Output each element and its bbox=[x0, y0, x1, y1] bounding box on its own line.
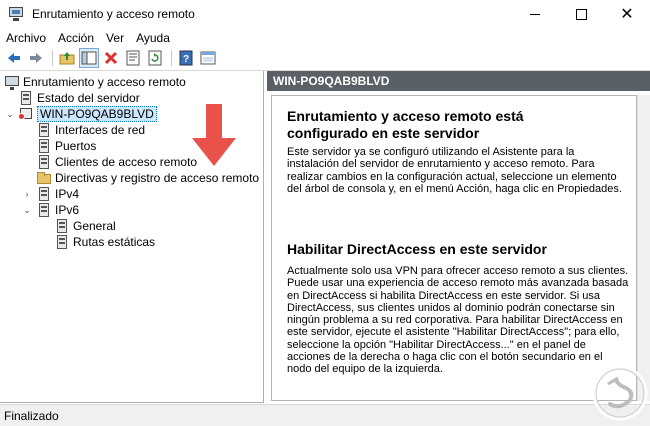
toolbar-separator bbox=[171, 50, 172, 66]
tree-item-label: Estado del servidor bbox=[37, 91, 140, 105]
show-hide-tree-icon[interactable] bbox=[79, 48, 99, 68]
close-button[interactable]: ✕ bbox=[620, 6, 634, 23]
delete-icon[interactable] bbox=[101, 48, 121, 68]
tree-item-label: Interfaces de red bbox=[55, 123, 146, 137]
toolbar bbox=[0, 47, 650, 69]
general-icon bbox=[54, 218, 70, 234]
static-routes-icon bbox=[54, 234, 70, 250]
directaccess-paragraph: Actualmente solo usa VPN para ofrecer acceso remoto a sus clientes. Puede usar una experiencia de acceso remoto más avanzada basada en DirectAccess si habilita DirectAccess en este servidor. Si usa DirectAccess, sus clientes unidos al dominio podrán conectarse sin ningún problema a su red corporativa. Para habilitar DirectAccess en este servidor, ejecute el asistente "Habilitar DirectAccess"; para ello, seleccione la opción "Habilitar DirectAccess..." en el panel de acciones de la derecha o haga clic con el botón secundario en el nodo del equipo de la izquierda. bbox=[287, 265, 629, 376]
menu-bar bbox=[0, 28, 650, 47]
watermark-logo-icon bbox=[592, 364, 648, 422]
tree-item-label: IPv4 bbox=[55, 187, 80, 201]
maximize-button[interactable] bbox=[558, 0, 604, 28]
menu-ayuda[interactable]: Ayuda bbox=[136, 30, 170, 45]
status-text: Finalizado bbox=[4, 408, 59, 423]
section-title: Enrutamiento y acceso remoto está configurado en este servidor bbox=[287, 108, 524, 141]
ports-icon bbox=[36, 138, 52, 154]
directaccess-title: Habilitar DirectAccess en este servidor bbox=[287, 241, 547, 257]
tree-item-root[interactable] bbox=[4, 74, 186, 90]
menu-accion[interactable]: Acción bbox=[58, 30, 95, 45]
tree-item-label: Clientes de acceso remoto bbox=[55, 155, 198, 169]
tree-item-label: IPv6 bbox=[55, 203, 80, 217]
title-bar bbox=[0, 0, 650, 28]
expand-icon[interactable]: › bbox=[25, 189, 29, 199]
tree-item-label: Puertos bbox=[55, 139, 97, 153]
tree-item-clients[interactable] bbox=[36, 154, 197, 170]
server-host-icon bbox=[18, 106, 34, 122]
details-content bbox=[271, 95, 637, 401]
tree-item-label: Directivas y registro de acceso remoto bbox=[55, 171, 260, 185]
back-arrow-icon[interactable] bbox=[4, 48, 24, 68]
tree-item-general[interactable] bbox=[54, 218, 116, 234]
tree-item-policies[interactable] bbox=[36, 170, 259, 186]
annotation-arrow-icon bbox=[190, 104, 238, 168]
folder-icon bbox=[36, 170, 52, 186]
collapse-icon[interactable]: ⌄ bbox=[23, 205, 31, 215]
window-title: Enrutamiento y acceso remoto bbox=[32, 7, 195, 21]
details-pane bbox=[267, 71, 650, 403]
forward-arrow-icon[interactable] bbox=[26, 48, 46, 68]
console-icon[interactable] bbox=[198, 48, 218, 68]
status-bar bbox=[0, 404, 650, 426]
network-interfaces-icon bbox=[36, 122, 52, 138]
menu-archivo[interactable]: Archivo bbox=[6, 30, 47, 45]
tree-item-ipv4[interactable] bbox=[36, 186, 79, 202]
tree-item-static-routes[interactable] bbox=[54, 234, 155, 250]
details-header: WIN-PO9QAB9BLVD bbox=[267, 71, 650, 91]
menu-ver[interactable]: Ver bbox=[106, 30, 125, 45]
tree-item-label: Enrutamiento y acceso remoto bbox=[23, 75, 186, 89]
tree-item-label: General bbox=[73, 219, 116, 233]
routing-console-icon bbox=[4, 74, 20, 90]
server-status-icon bbox=[18, 90, 34, 106]
ipv6-icon bbox=[36, 202, 52, 218]
ipv4-icon bbox=[36, 186, 52, 202]
properties-icon[interactable] bbox=[123, 48, 143, 68]
tree-item-server[interactable] bbox=[18, 106, 157, 122]
tree-item-interfaces[interactable] bbox=[36, 122, 145, 138]
tree-item-server-status[interactable] bbox=[18, 90, 140, 106]
help-icon[interactable] bbox=[176, 48, 196, 68]
tree-item-ipv6[interactable] bbox=[36, 202, 79, 218]
svg-text:?: ? bbox=[182, 54, 190, 65]
tree-item-label: Rutas estáticas bbox=[73, 235, 156, 249]
collapse-icon[interactable]: ⌄ bbox=[6, 109, 14, 119]
toolbar-separator bbox=[52, 50, 53, 66]
tree-item-label: WIN-PO9QAB9BLVD bbox=[37, 106, 157, 122]
vertical-scrollbar[interactable] bbox=[637, 95, 650, 401]
remote-clients-icon bbox=[36, 154, 52, 170]
tree-item-ports[interactable] bbox=[36, 138, 96, 154]
section-paragraph: Este servidor ya se configuró utilizando el Asistente para la instalación del servidor de enrutamiento y acceso remoto. Para realizar cambios en la configuración actual, seleccione un elemento del árbol de consola y, en el menú Acción, haga clic en Propiedades. bbox=[287, 146, 622, 195]
refresh-icon[interactable] bbox=[145, 48, 165, 68]
routing-server-icon bbox=[8, 6, 24, 22]
up-folder-icon[interactable] bbox=[57, 48, 77, 68]
minimize-button[interactable] bbox=[512, 0, 558, 28]
